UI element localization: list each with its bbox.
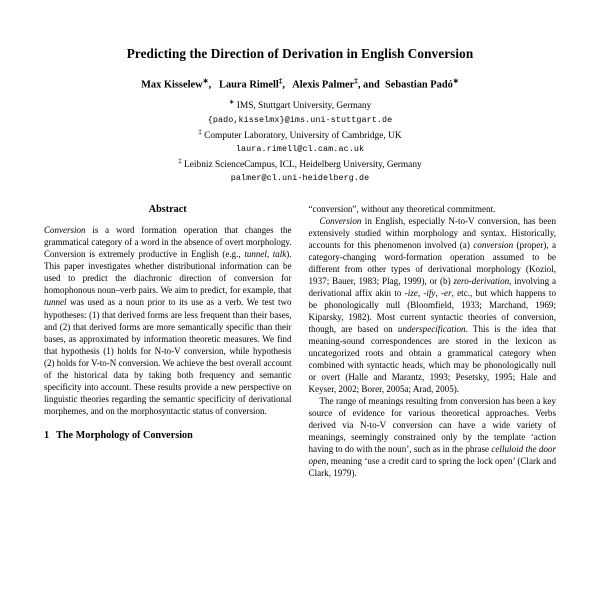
author-4: Sebastian Padó [384,79,453,91]
affiliation-3-sup: ‡ [178,157,182,165]
page-title: Predicting the Direction of Derivation in English Conversion [126,46,474,61]
author-1: Max Kisselew [141,79,203,91]
affiliation-1-text: IMS, Stuttgart University, Germany [236,101,372,112]
author-4-sup: ∗ [452,77,459,85]
section-1-title: The Morphology of Conversion [56,430,193,442]
affiliation-3 [44,157,556,172]
author-2-sup: ‡ [278,77,283,85]
affiliation-2 [44,128,556,143]
affiliation-1-sup: ∗ [228,99,235,107]
right-column [309,203,557,479]
section-1-number: 1 [44,430,50,442]
author-3-sup: ‡ [354,77,358,85]
abstract-heading: Abstract [148,204,187,216]
author-1-sup: ∗ [202,77,209,85]
affiliation-2-email: laura.rimell@cl.cam.ac.uk [235,143,365,154]
affiliation-2-sup: ‡ [198,128,202,136]
affiliation-3-email: palmer@cl.uni-heidelberg.de [230,173,370,184]
abstract-body [44,224,292,418]
right-paragraph-1: “conversion”, without any theoretical commitment. [308,204,496,215]
affiliation-3-text: Leibniz ScienceCampus, ICL, Heidelberg University, Germany [184,160,422,171]
affiliation-1 [44,98,556,113]
author-list: Max Kisselew∗, Laura Rimell‡, Alexis Palmer‡, and Sebastian Padó∗ [141,77,459,91]
affiliation-1-email: {pado,kisselmx}@ims.uni-stuttgart.de [207,114,393,125]
body-columns [44,203,556,479]
left-column [44,203,292,479]
right-paragraph-2: Conversion in English, especially N-to-V conversion, has been extensively studied within morphology and syntax. Historically, accounts for this phenomenon involved (a) conversion (proper), a category-changing word-formation operation assumed to be different from other types of derivational morphology (Koziol, 1937; Bauer, 1983; Plag, 1999), or (b) zero-derivation, involving a derivational affix akin to -ize, -ify, -er, etc., but which happens to be phonologically null (Bloomfield, 1933; Marchand, 1969; Kiparsky, 1982). Most current syntactic theories of conversion, though, are based on underspecification. This is the idea that meaning-sound correspondences are stored in the lexicon as uncategorized roots and obtain a grammatical category when combined with syntactic heads, which may be phonologically null or overt (Halle and Marantz, 1993; Pesetsky, 1995; Hale and Keyser, 2002; Borer, 2005a; Arad, 2005). [308,216,556,395]
abstract-paragraph: Conversion is a word formation operation that changes the grammatical category of a word in the absence of overt morphology. Conversion is extremely productive in English (e.g., tunnel, talk). This paper investigates whether distributional information can be used to predict the diachronic direction of conversion for homophonous noun–verb pairs. We aim to predict, for example, that tunnel was used as a noun prior to its use as a verb. We test two hypotheses: (1) that derived forms are less frequent than their bases, and (2) that derived forms are more semantically specific than their bases, as approximated by information theoretic measures. We find that hypothesis (1) holds for N-to-V conversion, while hypothesis (2) holds for V-to-N conversion. We achieve the best overall account of the historical data by taking both frequency and semantic specificity into account. These results provide a new perspective on linguistic theories regarding the semantic specificity of derivational morphemes, and on the morphosyntactic status of conversion. [44,224,292,417]
author-3: Alexis Palmer [292,79,355,91]
author-2: Laura Rimell [219,79,279,91]
section-1-heading [44,429,292,442]
affiliation-2-text: Computer Laboratory, University of Cambridge, UK [204,130,402,141]
right-paragraph-3: The range of meanings resulting from conversion has been a key source of evidence for various theoretical approaches. Verbs derived via N-to-V conversion can have a wide variety of meanings, seemingly constrained only by the template ‘action having to do with the noun’, such as in the phrase celluloid the door open, meaning ‘use a credit card to spring the lock open’ (Clark and Clark, 1979). [308,396,557,479]
